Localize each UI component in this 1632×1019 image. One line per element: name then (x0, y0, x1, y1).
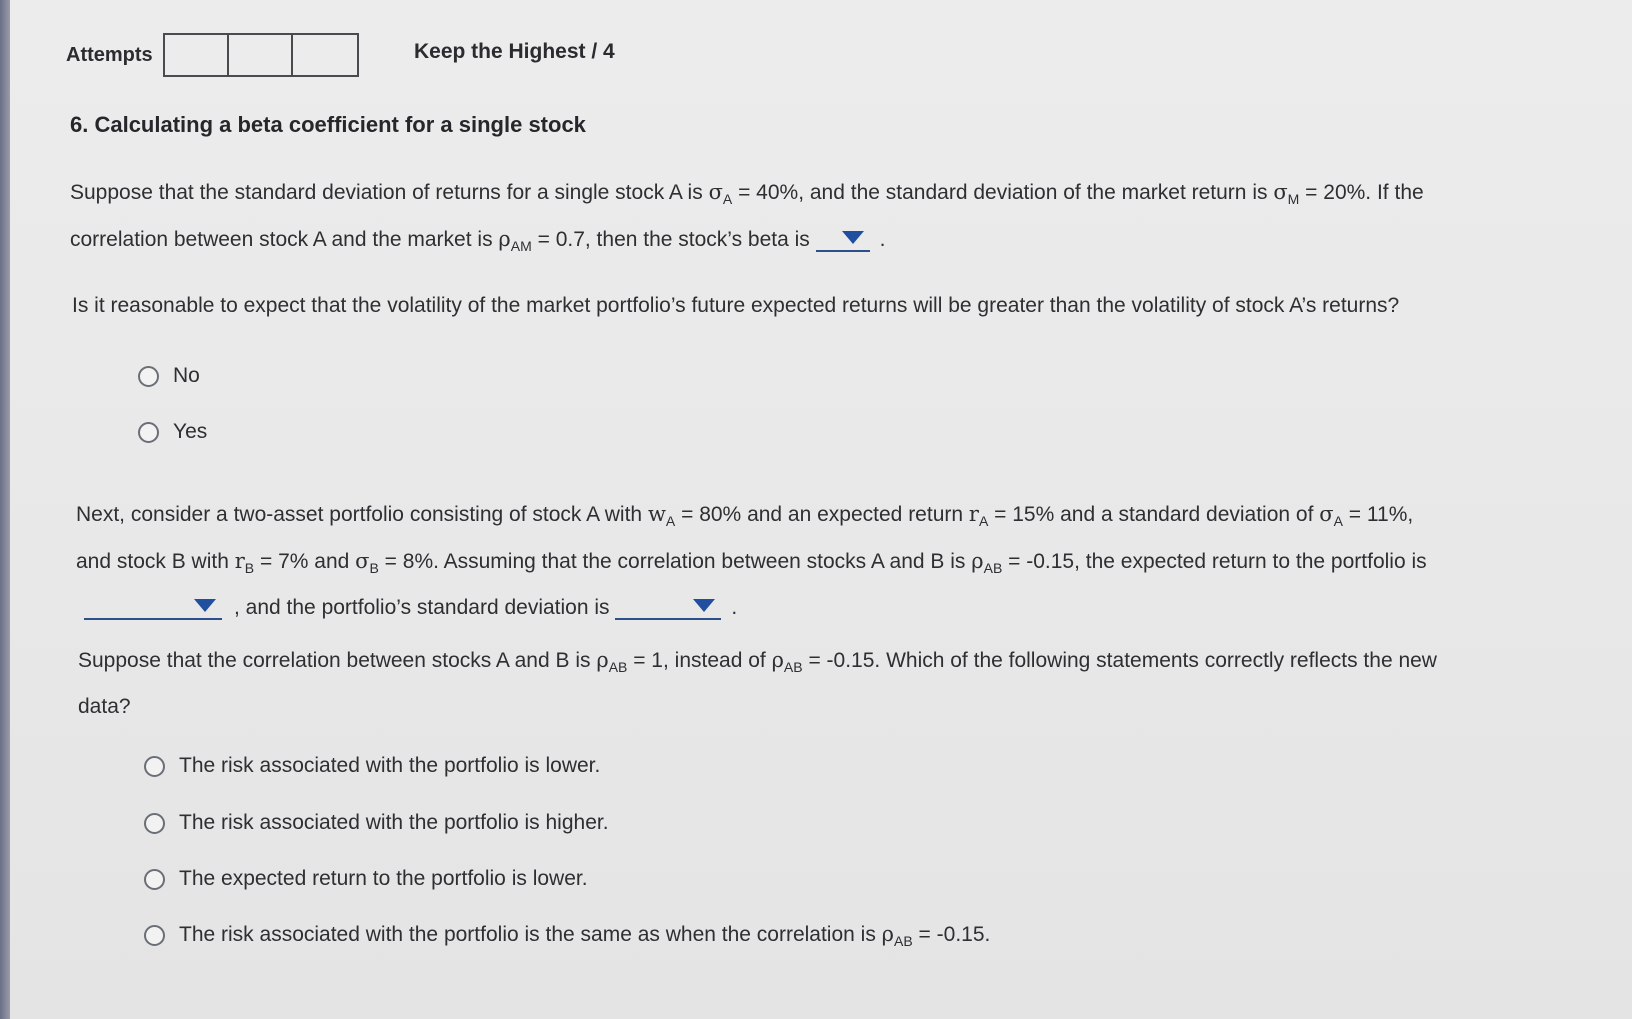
rb-subscript: B (244, 560, 255, 577)
rho-ab-symbol: ρ (881, 922, 895, 946)
sigma-b-symbol: σ (355, 549, 370, 574)
sigma-b-subscript: B (369, 560, 379, 577)
radio-circle-icon[interactable] (144, 869, 165, 890)
attempt-boxes (163, 33, 359, 77)
chevron-down-icon (194, 599, 216, 612)
sigma-a-subscript: A (1333, 513, 1343, 530)
correlation-text-3: = -0.15. Which of the following statements correctly reflects the new (802, 649, 1437, 672)
attempts-label: Attempts (66, 43, 153, 66)
sigma-a-symbol: σ (708, 180, 723, 204)
chevron-down-icon (842, 231, 864, 244)
beta-text-4: correlation between stock A and the market is (70, 228, 499, 252)
wa-symbol: w (647, 502, 666, 526)
correlation-paragraph (78, 640, 1608, 727)
correlation-text-2: = 1, instead of (627, 649, 772, 672)
portfolio-text-10: . (731, 596, 738, 620)
radio-option-no-label: No (173, 364, 200, 387)
portfolio-text-1: Next, consider a two-asset portfolio consisting of stock A with (76, 503, 648, 526)
radio-option-yes-label: Yes (173, 420, 208, 443)
expected-return-dropdown[interactable] (84, 596, 222, 620)
std-dev-dropdown[interactable] (615, 596, 721, 620)
beta-text-5: = 0.7, then the stock’s beta is (531, 228, 816, 252)
beta-text-3: = 20%. If the (1299, 181, 1424, 204)
sigma-m-subscript: M (1287, 191, 1300, 208)
beta-text-end: . (879, 228, 886, 252)
radio-option-risk-lower[interactable] (144, 754, 600, 778)
radio-option-no[interactable] (138, 364, 200, 388)
attempt-box-1 (165, 35, 229, 75)
radio-option-return-lower-label: The expected return to the portfolio is lower. (179, 867, 588, 890)
rho-ab-subscript: AB (983, 560, 1003, 577)
beta-paragraph (70, 172, 1600, 266)
radio-option-yes[interactable] (138, 420, 207, 444)
correlation-text-4: data? (78, 695, 131, 719)
portfolio-text-5: and stock B with (76, 550, 235, 574)
beta-text-2: = 40%, and the standard deviation of the market return is (732, 181, 1274, 204)
radio-option-risk-lower-label: The risk associated with the portfolio is lower. (179, 754, 601, 777)
rho-ab-symbol: ρ (596, 648, 609, 672)
sigma-a-subscript: A (722, 191, 733, 208)
rho-am-symbol: ρ (498, 227, 511, 252)
portfolio-text-9: , and the portfolio’s standard deviation is (234, 596, 616, 620)
portfolio-text-6: = 7% and (254, 550, 356, 574)
portfolio-text-7: = 8%. Assuming that the correlation between stocks A and B is (378, 550, 972, 574)
left-edge (0, 0, 10, 1019)
radio-option-risk-same-label (179, 922, 990, 949)
chevron-down-icon (693, 599, 715, 612)
attempt-box-2 (229, 35, 293, 75)
beta-dropdown[interactable] (816, 228, 870, 252)
radio-option-risk-same[interactable] (144, 922, 990, 949)
portfolio-text-4: = 11%, (1342, 503, 1414, 526)
radio-circle-icon[interactable] (144, 756, 165, 777)
risk-same-end: = -0.15. (912, 923, 991, 946)
correlation-text-1: Suppose that the correlation between stocks A and B is (78, 649, 597, 672)
question-title: 6. Calculating a beta coefficient for a single stock (70, 112, 586, 137)
rho-ab-symbol: ρ (771, 648, 784, 672)
ra-symbol: r (968, 502, 979, 526)
portfolio-text-8: = -0.15, the expected return to the portfolio is (1002, 550, 1427, 574)
keep-highest-label: Keep the Highest / 4 (414, 40, 615, 63)
radio-circle-icon[interactable] (144, 925, 165, 946)
ra-subscript: A (978, 513, 989, 530)
sigma-a-symbol: σ (1319, 502, 1334, 526)
radio-option-return-lower[interactable] (144, 867, 588, 891)
radio-option-risk-higher-label: The risk associated with the portfolio is higher. (179, 811, 609, 834)
attempts-row (66, 34, 359, 76)
radio-circle-icon[interactable] (138, 366, 159, 387)
wa-subscript: A (665, 513, 676, 530)
radio-circle-icon[interactable] (144, 813, 165, 834)
portfolio-text-3: = 15% and a standard deviation of (988, 503, 1320, 526)
attempt-box-3 (293, 35, 357, 75)
portfolio-paragraph (76, 494, 1606, 628)
radio-circle-icon[interactable] (138, 422, 159, 443)
rb-symbol: r (234, 549, 245, 574)
volatility-question: Is it reasonable to expect that the volatility of the market portfolio’s future expected returns will be greater than the volatility of stock A’s returns? (72, 294, 1400, 317)
rho-ab-symbol: ρ (971, 549, 984, 574)
radio-option-risk-higher[interactable] (144, 811, 609, 835)
rho-ab-subscript: AB (608, 659, 628, 676)
page (10, 0, 1632, 1019)
beta-text-1: Suppose that the standard deviation of returns for a single stock A is (70, 181, 709, 204)
rho-ab-subscript: AB (783, 659, 803, 676)
sigma-m-symbol: σ (1273, 180, 1288, 204)
rho-am-subscript: AM (510, 238, 532, 255)
portfolio-text-2: = 80% and an expected return (675, 503, 969, 526)
risk-same-text: The risk associated with the portfolio is the same as when the correlation is (179, 923, 882, 946)
rho-ab-subscript: AB (894, 933, 913, 950)
